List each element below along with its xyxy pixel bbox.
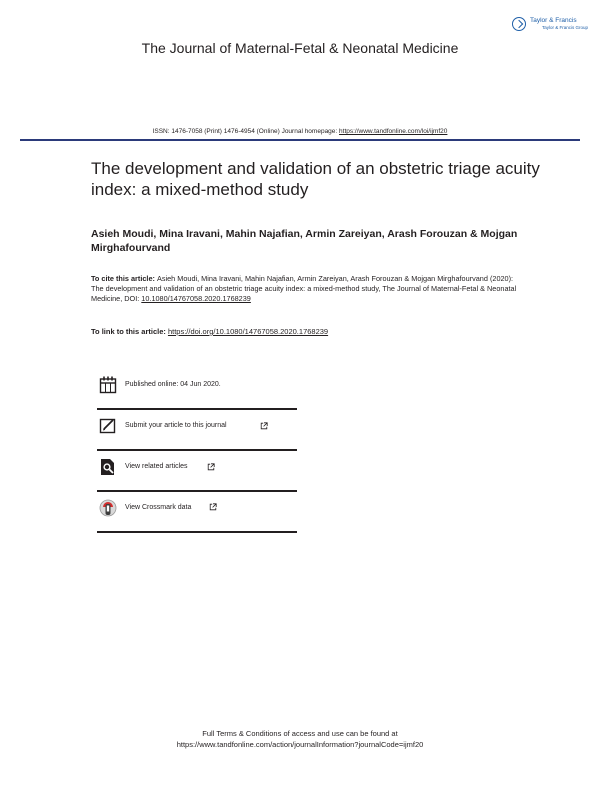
published-online-row	[97, 370, 297, 400]
footer-terms-text: Full Terms & Conditions of access and use can be found at	[202, 729, 398, 738]
publisher-logo	[512, 16, 589, 36]
article-title: The development and validation of an obstetric triage acuity index: a mixed-method study	[91, 159, 540, 199]
footer	[0, 728, 600, 750]
publisher-logo-group: Taylor & Francis Group	[542, 25, 589, 30]
crossmark-icon	[99, 499, 117, 517]
submit-article-text: Submit your article to this journal	[125, 422, 227, 429]
citation-label: To cite this article:	[91, 274, 157, 283]
publisher-logo-name: Taylor & Francis	[530, 17, 577, 24]
footer-terms-link[interactable]: https://www.tandfonline.com/action/journalInformation?journalCode=ijmf20	[176, 740, 424, 749]
submit-article-link[interactable]	[97, 411, 297, 441]
calendar-icon	[99, 376, 117, 394]
article-link-label: To link to this article:	[91, 327, 168, 336]
external-link-icon	[260, 422, 268, 430]
publisher-logo-icon	[512, 17, 526, 31]
issn-line	[0, 128, 600, 135]
issn-text: ISSN: 1476-7058 (Print) 1476-4954 (Online) Journal homepage:	[152, 128, 340, 135]
journal-title: The Journal of Maternal-Fetal & Neonatal Medicine	[141, 40, 459, 56]
author-list: Asieh Moudi, Mina Iravani, Mahin Najafian, Armin Zareiyan, Arash Forouzan & Mojgan Mirghafourvand	[91, 228, 518, 254]
document-search-icon	[99, 458, 117, 476]
citation-block	[91, 274, 521, 304]
header-divider	[20, 139, 580, 141]
edit-document-icon	[99, 417, 117, 435]
citation-text: Asieh Moudi, Mina Iravani, Mahin Najafian, Armin Zareiyan, Arash Forouzan & Mojgan Mirghafourvand (2020): The development and validation of an obstetric triage acuity index: a mixed-method study, The Journal of Maternal-Fetal & Neonatal Medicine, DOI:	[91, 274, 517, 303]
citation-doi-link[interactable]: 10.1080/14767058.2020.1768239	[141, 294, 251, 303]
item-divider	[97, 408, 297, 410]
item-divider	[97, 449, 297, 451]
crossmark-text: View Crossmark data	[125, 504, 192, 511]
item-divider	[97, 531, 297, 533]
related-articles-text: View related articles	[125, 463, 188, 470]
article-link-line	[91, 327, 328, 336]
crossmark-link[interactable]	[97, 493, 297, 523]
related-articles-link[interactable]	[97, 452, 297, 482]
journal-homepage-link[interactable]: https://www.tandfonline.com/loi/ijmf20	[339, 128, 448, 135]
article-doi-link[interactable]: https://doi.org/10.1080/14767058.2020.1768239	[167, 327, 329, 336]
external-link-icon	[209, 503, 217, 511]
external-link-icon	[207, 463, 215, 471]
published-online-text: Published online: 04 Jun 2020.	[125, 381, 221, 388]
item-divider	[97, 490, 297, 492]
